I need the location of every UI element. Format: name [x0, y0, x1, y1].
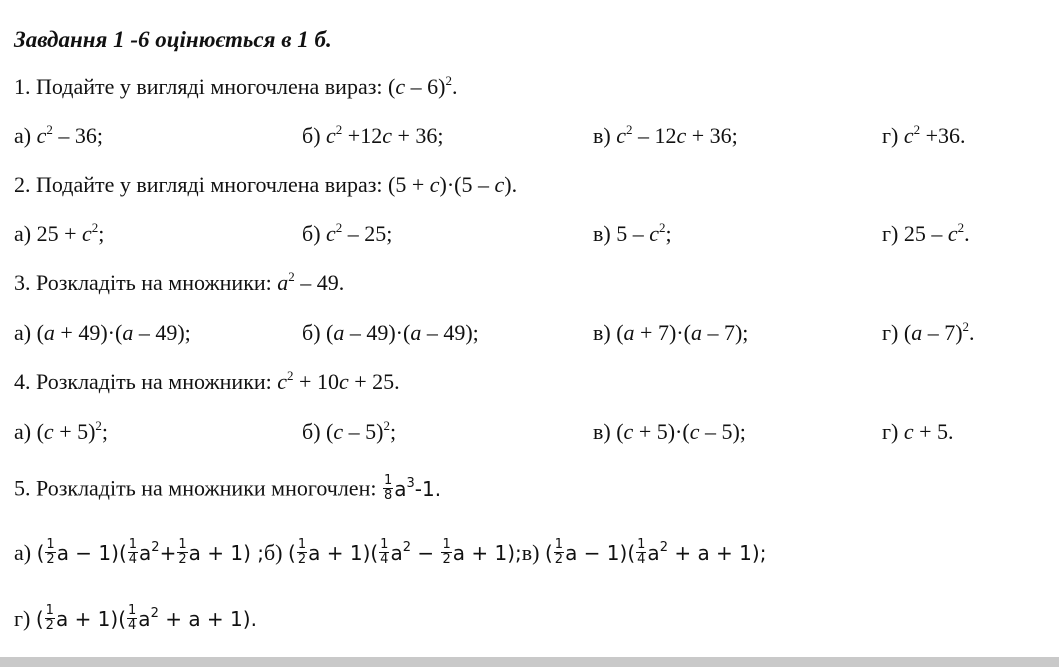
option-g[interactable]: г) (a – 7)$^2$.	[882, 319, 975, 345]
option-letter: б)	[263, 539, 283, 565]
option-letter: г)	[14, 605, 31, 631]
question-expression: (c – 6)$^2$.	[388, 73, 458, 99]
section-heading: Завдання 1 -6 оцінюється в 1 б.	[14, 27, 332, 52]
option-letter: а)	[14, 539, 32, 565]
option-letter: в)	[593, 123, 611, 148]
question-expression: $\frac{1}{8}$ $a^3-1$.	[383, 473, 442, 503]
option-letter: в)	[593, 419, 611, 444]
option-letter: б)	[302, 419, 321, 444]
option-letter: а)	[14, 221, 32, 246]
option-letter: а)	[14, 123, 32, 148]
option-g[interactable]: г) $c^2 +36$.	[882, 122, 966, 148]
question-number: 1.	[14, 74, 31, 99]
option-v[interactable]: в) (c + 5)·(c – 5);	[593, 419, 746, 444]
option-v[interactable]: в) (a + 7)·(a – 7);	[593, 320, 749, 345]
option-g[interactable]: г) c + 5.	[882, 419, 954, 444]
option-letter: г)	[882, 320, 899, 345]
option-letter: б)	[302, 320, 321, 345]
question-3	[14, 269, 345, 295]
question-5-options-line-1	[14, 537, 767, 568]
option-letter: г)	[882, 221, 899, 246]
option-b[interactable]: б) (c – 5)$^2$;	[302, 418, 397, 444]
question-expression: (5 + c)·(5 – c).	[388, 172, 518, 197]
option-a[interactable]: а) $(c + 5)^2$;	[14, 418, 109, 444]
question-prompt: Розкладіть на множники многочлен:	[36, 475, 377, 501]
question-prompt: Розкладіть на множники:	[36, 369, 272, 394]
option-letter: в)	[521, 539, 540, 565]
option-a[interactable]: а) (a + 49)·(a – 49);	[14, 320, 191, 345]
question-number: 4.	[14, 369, 31, 394]
option-letter: б)	[302, 123, 321, 148]
question-expression: $a^2 - 49$.	[277, 269, 345, 295]
option-b[interactable]: б) (a – 49)·(a – 49);	[302, 320, 479, 345]
question-5-options-line-2	[14, 603, 257, 634]
option-letter: в)	[593, 221, 611, 246]
question-number: 5.	[14, 475, 31, 501]
option-v[interactable]: в) ( $\frac{1}{2}$ a − 1)( $\frac{1}{4}$ $a^2 + a + 1$);	[521, 537, 767, 567]
page-bottom-edge	[0, 657, 1059, 667]
question-1	[14, 73, 458, 99]
question-4	[14, 368, 400, 394]
option-a[interactable]: а) $25 + c^2$;	[14, 220, 105, 246]
question-prompt: Подайте у вигляді многочлена вираз:	[36, 172, 383, 197]
option-b[interactable]: б) $c^2 - 25$;	[302, 220, 393, 246]
option-letter: а)	[14, 419, 32, 444]
option-g[interactable]: г) $25 - c^2$.	[882, 220, 970, 246]
question-5	[14, 473, 442, 504]
question-prompt: Подайте у вигляді многочлена вираз:	[36, 74, 383, 99]
question-2	[14, 174, 517, 196]
option-letter: г)	[882, 419, 899, 444]
question-number: 3.	[14, 270, 31, 295]
option-letter: а)	[14, 320, 32, 345]
option-a[interactable]: а) ( $\frac{1}{2}$ a − 1)( $\frac{1}{4}$ $a^2+$ $\frac{1}{2}$ a + 1) ;	[14, 537, 264, 567]
option-b[interactable]: б) $c^2 +12c + 36$;	[302, 122, 444, 148]
option-letter: в)	[593, 320, 611, 345]
option-v[interactable]: в) $5 - c^2$;	[593, 220, 672, 246]
question-expression: $c^2 + 10c + 25$.	[277, 368, 400, 394]
option-letter: б)	[302, 221, 321, 246]
option-g[interactable]: г) ( $\frac{1}{2}$ a + 1)( $\frac{1}{4}$ $a^2 + a + 1$).	[14, 603, 257, 633]
option-v[interactable]: в) $c^2 - 12c + 36$;	[593, 122, 738, 148]
option-letter: г)	[882, 123, 899, 148]
question-prompt: Розкладіть на множники:	[36, 270, 272, 295]
question-number: 2.	[14, 172, 31, 197]
option-a[interactable]: а) $c^2 - 36$;	[14, 122, 103, 148]
option-b[interactable]: б) ( $\frac{1}{2}$ a + 1)( $\frac{1}{4}$ $a^2$ − $\frac{1}{2}$ a + 1);	[263, 537, 522, 567]
